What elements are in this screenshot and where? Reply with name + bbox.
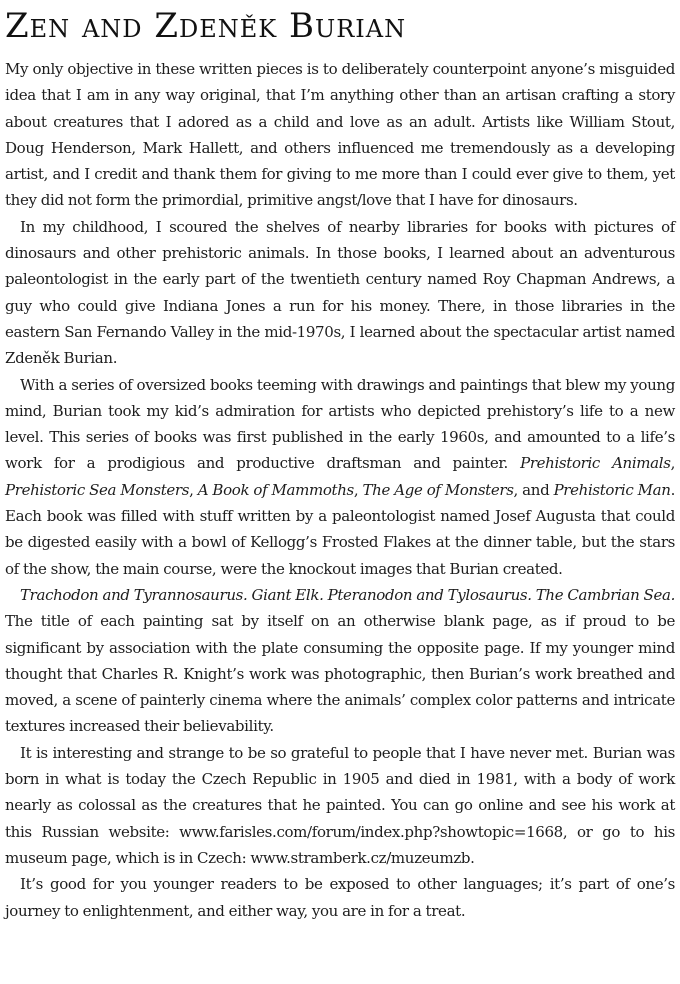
italic-title-run: Prehistoric Sea Monsters xyxy=(5,480,190,499)
text-run: It’s good for you younger readers to be exposed to other languages; it’s part of one’s journey to enlightenment, and either way, you are in for a treat. xyxy=(5,875,675,920)
text-run: The title of each painting sat by itself on an otherwise blank page, as if proud to be significant by association with the plate consuming the opposite page. If my younger mind thought that Charles R. Knight’s work was photographic, then Burian’s work breathed and moved, a scene of painterly cinema where the animals’ complex color patterns and intricate textures increased their believability. xyxy=(5,612,675,736)
paragraph xyxy=(5,56,675,214)
text-run: It is interesting and strange to be so grateful to people that I have never met. Burian was born in what is today the Czech Republic in 1905 and died in 1981, with a body of work nearly as colossal as the creatures that he painted. You can go online and see his work at this Russian website: www.farisles.com/forum/index.php?showtopic=1668, or go to his museum page, which is in Czech: www.stramberk.cz/muzeumzb. xyxy=(5,743,675,867)
text-run: . Each book was filled with stuff written by a paleontologist named Josef Augusta that could be digested easily with a bowl of Kellogg’s Frosted Flakes at the dinner table, but the stars of the show, the main course, were the knockout images that Burian created. xyxy=(5,480,675,578)
paragraph xyxy=(5,582,675,740)
text-run: , xyxy=(670,454,675,473)
chapter-title: Zen and Zdeněk Burian xyxy=(5,6,407,46)
text-run: My only objective in these written pieces is to deliberately counterpoint anyone’s misguided idea that I am in any way original, that I’m anything other than an artisan crafting a story about creatures that I adored as a child and love as an adult. Artists like William Stout, Doug Henderson, Mark Hallett, and others influenced me tremendously as a developing artist, and I credit and thank them for giving to me more than I could ever give to them, yet they did not form the primordial, primitive angst/love that I have for dinosaurs. xyxy=(5,60,675,210)
italic-title-run: A Book of Mammoths xyxy=(197,480,354,499)
text-run: With a series of oversized books teeming with drawings and paintings that blew my young mind, Burian took my kid’s admiration for artists who depicted prehistory’s life to a new level. This series of books was first published in the early 1960s, and amounted to a life’s work for a prodigious and productive draftsman and painter. xyxy=(5,375,675,473)
italic-title-run: Trachodon and Tyrannosaurus. Giant Elk. Pteranodon and Tylosaurus. The Cambrian Sea. xyxy=(20,585,675,604)
text-run: , and xyxy=(513,480,554,499)
paragraph xyxy=(5,214,675,372)
italic-title-run: Prehistoric Animals xyxy=(520,454,671,473)
body-text xyxy=(5,56,675,924)
paragraph xyxy=(5,740,675,871)
paragraph xyxy=(5,871,675,924)
text-run: , xyxy=(189,480,198,499)
italic-title-run: The Age of Monsters xyxy=(362,480,514,499)
italic-title-run: Prehistoric Man xyxy=(553,480,671,499)
text-run: , xyxy=(353,480,363,499)
paragraph xyxy=(5,372,675,582)
text-run: In my childhood, I scoured the shelves of nearby libraries for books with pictures of dinosaurs and other prehistoric animals. In those books, I learned about an adventurous paleontologist in the early part of the twentieth century named Roy Chapman Andrews, a guy who could give Indiana Jones a run for his money. There, in those libraries in the eastern San Fernando Valley in the mid-1970s, I learned about the spectacular artist named Zdeněk Burian. xyxy=(5,217,675,368)
